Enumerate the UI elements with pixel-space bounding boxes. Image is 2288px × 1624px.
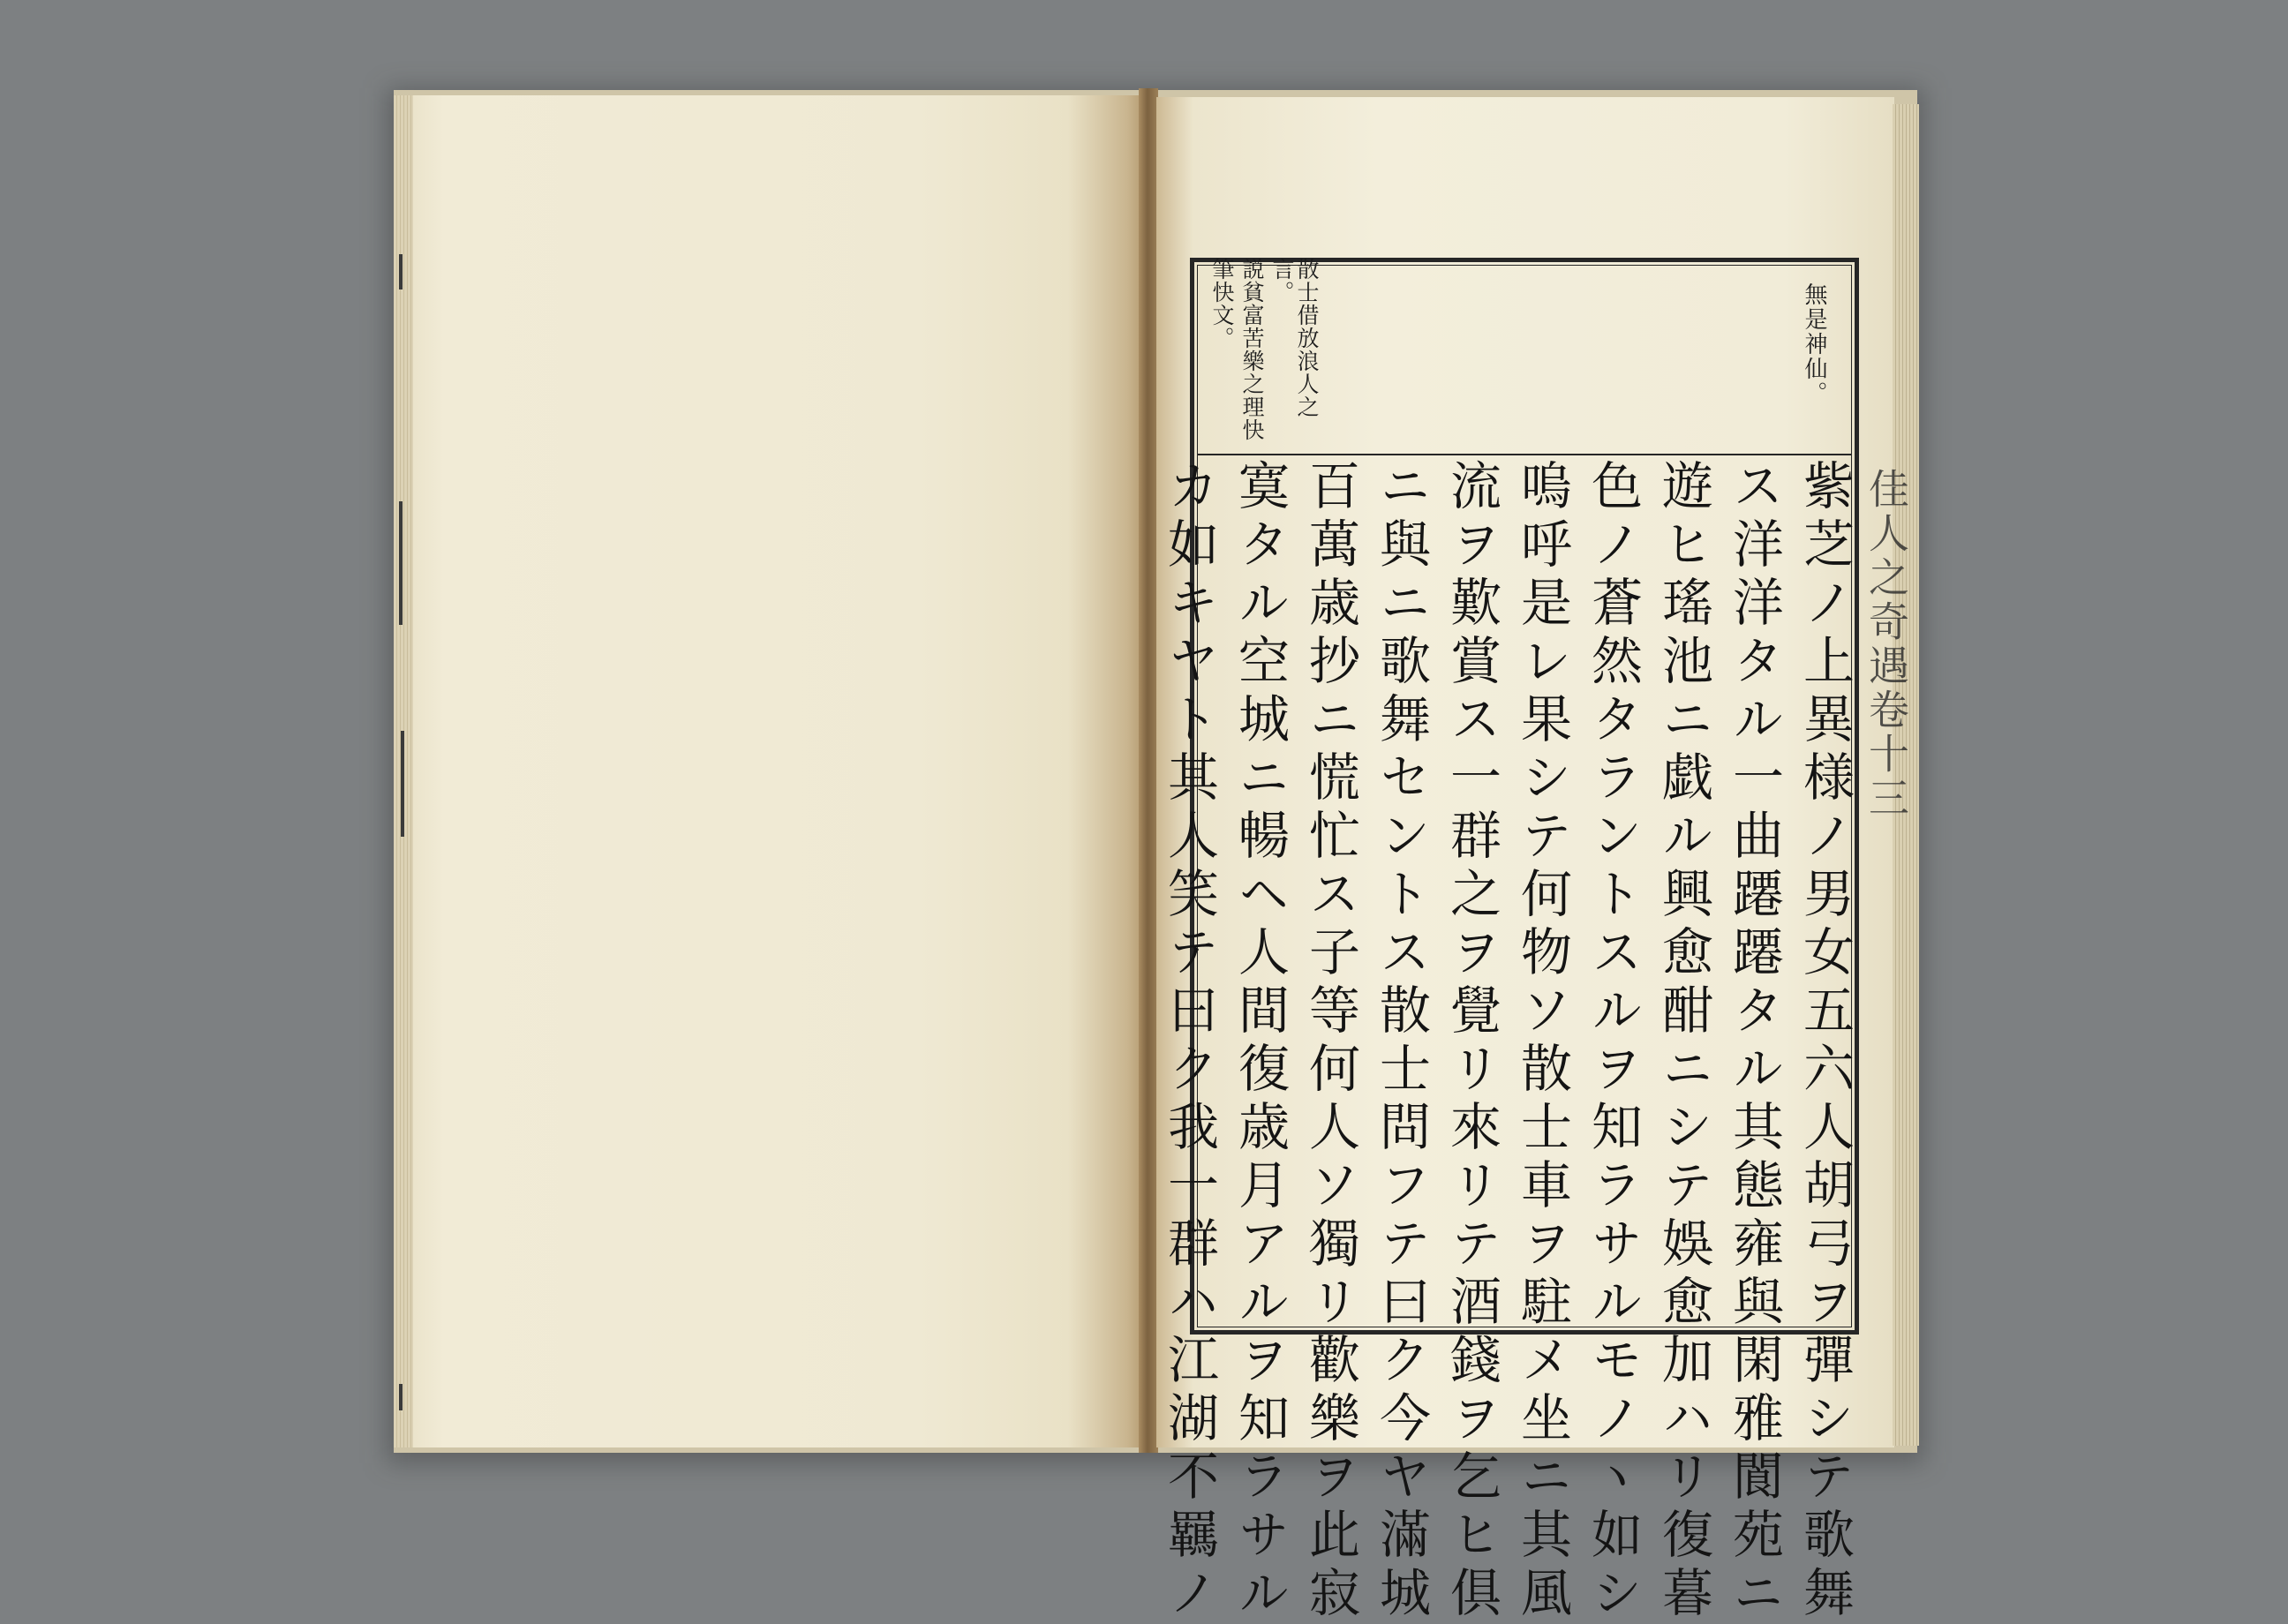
edge-mark [399, 501, 403, 625]
text-line: 色ノ蒼然タラントスルヲ知ラサルモノヽ如シ [1583, 459, 1643, 1624]
text-line: ニ與ニ歌舞セントス散士問フテ曰ク今ヤ滿城 [1371, 459, 1431, 1624]
edge-mark [399, 254, 403, 289]
header-caption: 無是神仙。 [1801, 282, 1827, 406]
left-page-edge [394, 95, 413, 1447]
spine-title: 佳人之奇遇卷十三 [1863, 468, 1910, 821]
header-rule [1197, 454, 1852, 455]
text-line: 嗚呼是レ果シテ何物ソ散士車ヲ駐メ坐ニ其風 [1512, 459, 1572, 1624]
text-line: 紫芝ノ上異様ノ男女五六人胡弓ヲ彈シテ歌舞 [1795, 459, 1855, 1624]
edge-mark [399, 1384, 403, 1410]
text-line: カ如キヤト其人笑テ曰ク我一群ハ江湖不羈ノ [1159, 459, 1219, 1624]
header-annotation [1209, 258, 1319, 443]
text-line: ス洋洋タル一曲蹮蹮タル其態雍與閑雅閬苑ニ [1724, 459, 1784, 1624]
text-line: 遊ヒ瑤池ニ戯ル興愈酣ニシテ娛愈加ハリ復暮 [1653, 459, 1713, 1624]
text-line: 寞タル空城ニ暢ヘ人間復歳月アルヲ知ラサル [1230, 459, 1290, 1624]
annotation-line: 筆快文。 [1209, 258, 1235, 350]
body-text [1159, 459, 1855, 1624]
text-line: 流ヲ歎賞ス一群之ヲ覺リ來リテ酒錢ヲ乞ヒ俱 [1441, 459, 1502, 1624]
edge-mark [401, 731, 404, 837]
left-blank-page [399, 95, 1142, 1447]
annotation-line: 説貧富苦樂之理快 [1239, 258, 1265, 441]
text-line: 百萬歳抄ニ慌忙ス子等何人ソ獨リ歡樂ヲ此寂 [1300, 459, 1360, 1624]
annotation-line: 散士借放浪人之言。 [1269, 258, 1320, 418]
book-gutter [1139, 88, 1158, 1453]
